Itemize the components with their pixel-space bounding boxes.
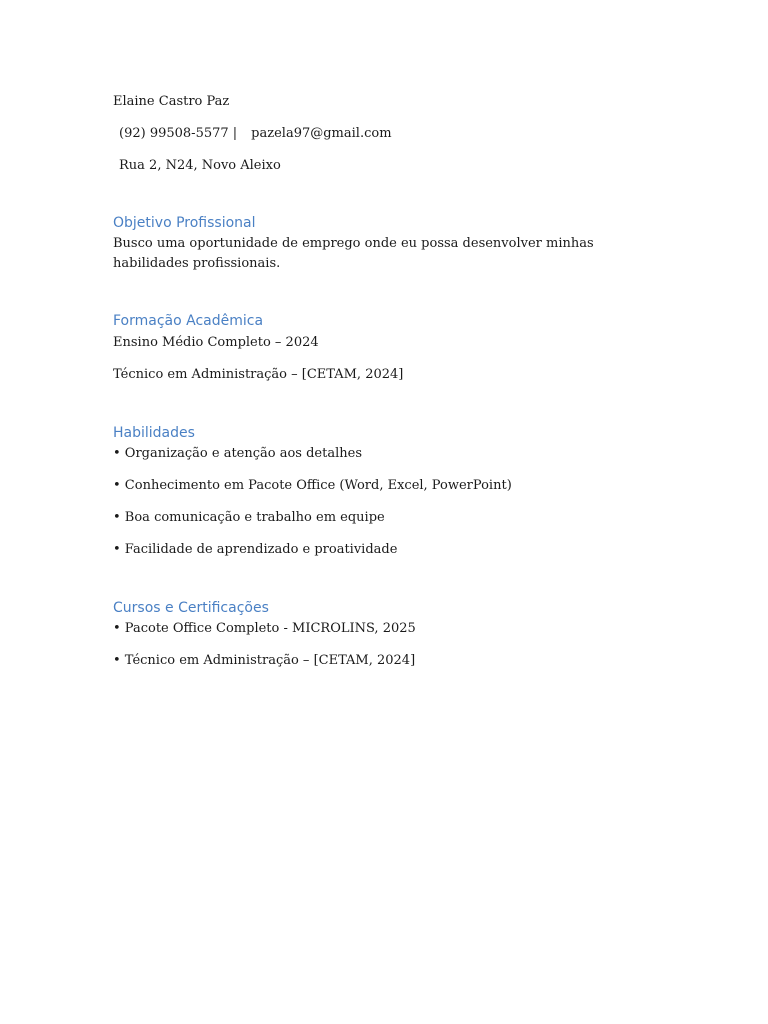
contact-line (113, 124, 392, 144)
skill-item: • Organização e atenção aos detalhes (113, 446, 362, 461)
education-item: Técnico em Administração – [CETAM, 2024] (113, 367, 404, 382)
course-item: • Pacote Office Completo - MICROLINS, 2025 (113, 621, 416, 636)
skill-item: • Boa comunicação e trabalho em equipe (113, 510, 385, 525)
education-heading: Formação Acadêmica (113, 313, 264, 329)
courses-heading: Cursos e Certificações (113, 600, 269, 616)
candidate-name: Elaine Castro Paz (113, 94, 230, 109)
email-address: pazela97@gmail.com (251, 126, 392, 141)
skill-item: • Facilidade de aprendizado e proatividade (113, 542, 398, 557)
education-item: Ensino Médio Completo – 2024 (113, 335, 319, 350)
objective-text: Busco uma oportunidade de emprego onde eu possa desenvolver minhas habilidades profissionais. (113, 236, 594, 271)
objective-heading: Objetivo Profissional (113, 215, 256, 231)
course-item: • Técnico em Administração – [CETAM, 2024] (113, 653, 416, 668)
skill-item: • Conhecimento em Pacote Office (Word, Excel, PowerPoint) (113, 478, 512, 493)
skills-heading: Habilidades (113, 425, 195, 441)
phone-number: (92) 99508-5577 | (119, 126, 238, 141)
address: Rua 2, N24, Novo Aleixo (119, 158, 281, 173)
